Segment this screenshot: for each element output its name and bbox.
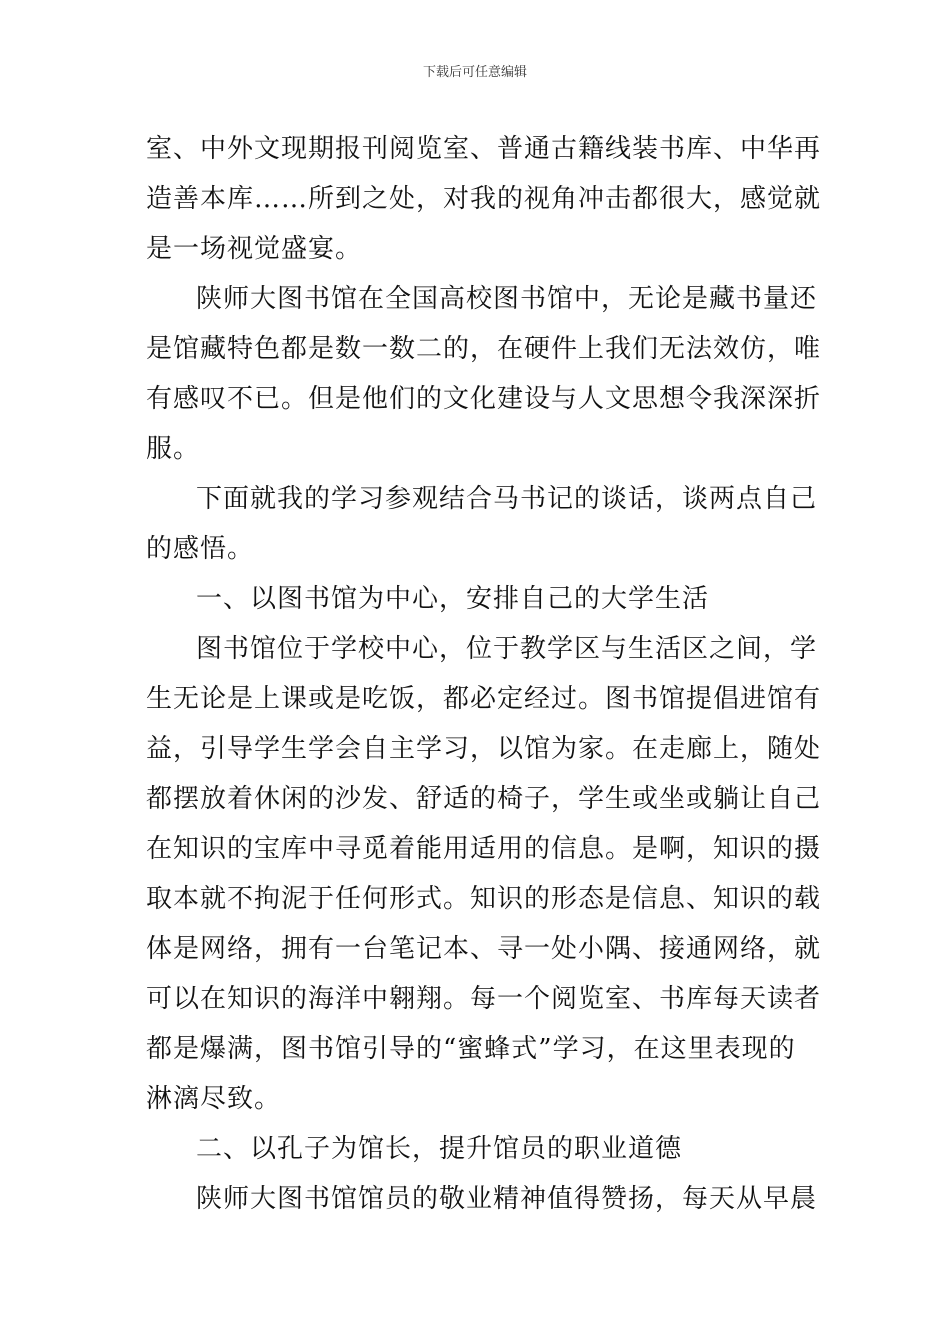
text-line: 的感悟。: [146, 534, 255, 564]
paragraph-first-line: 陕师大图书馆馆员的敬业精神值得赞扬，每天从早晨: [196, 1184, 818, 1214]
text-line: 可以在知识的海洋中翱翔。每一个阅览室、书库每天读者: [146, 984, 822, 1014]
text-line: 有感叹不已。但是他们的文化建设与人文思想令我深深折: [146, 384, 822, 414]
text-line: 都是爆满，图书馆引导的“蜜蜂式”学习，在这里表现的: [146, 1034, 796, 1064]
page-header: 下载后可任意编辑: [422, 65, 527, 80]
document-body: [146, 124, 822, 1224]
text-line: 都摆放着休闲的沙发、舒适的椅子，学生或坐或躺让自己: [146, 784, 822, 814]
text-line: 是一场视觉盛宴。: [146, 234, 363, 264]
paragraph-first-line: 陕师大图书馆在全国高校图书馆中，无论是藏书量还: [196, 284, 818, 314]
text-line: 生无论是上课或是吃饭，都必定经过。图书馆提倡进馆有: [146, 684, 822, 714]
paragraph-first-line: 图书馆位于学校中心，位于教学区与生活区之间，学: [196, 634, 818, 664]
text-line: 取本就不拘泥于任何形式。知识的形态是信息、知识的载: [146, 884, 822, 914]
text-line: 在知识的宝库中寻觅着能用适用的信息。是啊，知识的摄: [146, 834, 822, 864]
section-heading: 二、以孔子为馆长，提升馆员的职业道德: [196, 1134, 683, 1164]
text-line: 室、中外文现期报刊阅览室、普通古籍线装书库、中华再: [146, 134, 822, 164]
text-line: 益，引导学生学会自主学习，以馆为家。在走廊上，随处: [146, 734, 822, 764]
text-line: 服。: [146, 434, 201, 464]
section-heading: 一、以图书馆为中心，安排自己的大学生活: [196, 584, 710, 614]
text-line: 造善本库……所到之处，对我的视角冲击都很大，感觉就: [146, 184, 822, 214]
text-line: 是馆藏特色都是数一数二的，在硬件上我们无法效仿，唯: [146, 334, 822, 364]
paragraph-first-line: 下面就我的学习参观结合马书记的谈话，谈两点自己: [196, 484, 818, 514]
text-line: 淋漓尽致。: [146, 1084, 282, 1114]
text-line: 体是网络，拥有一台笔记本、寻一处小隅、接通网络，就: [146, 934, 822, 964]
